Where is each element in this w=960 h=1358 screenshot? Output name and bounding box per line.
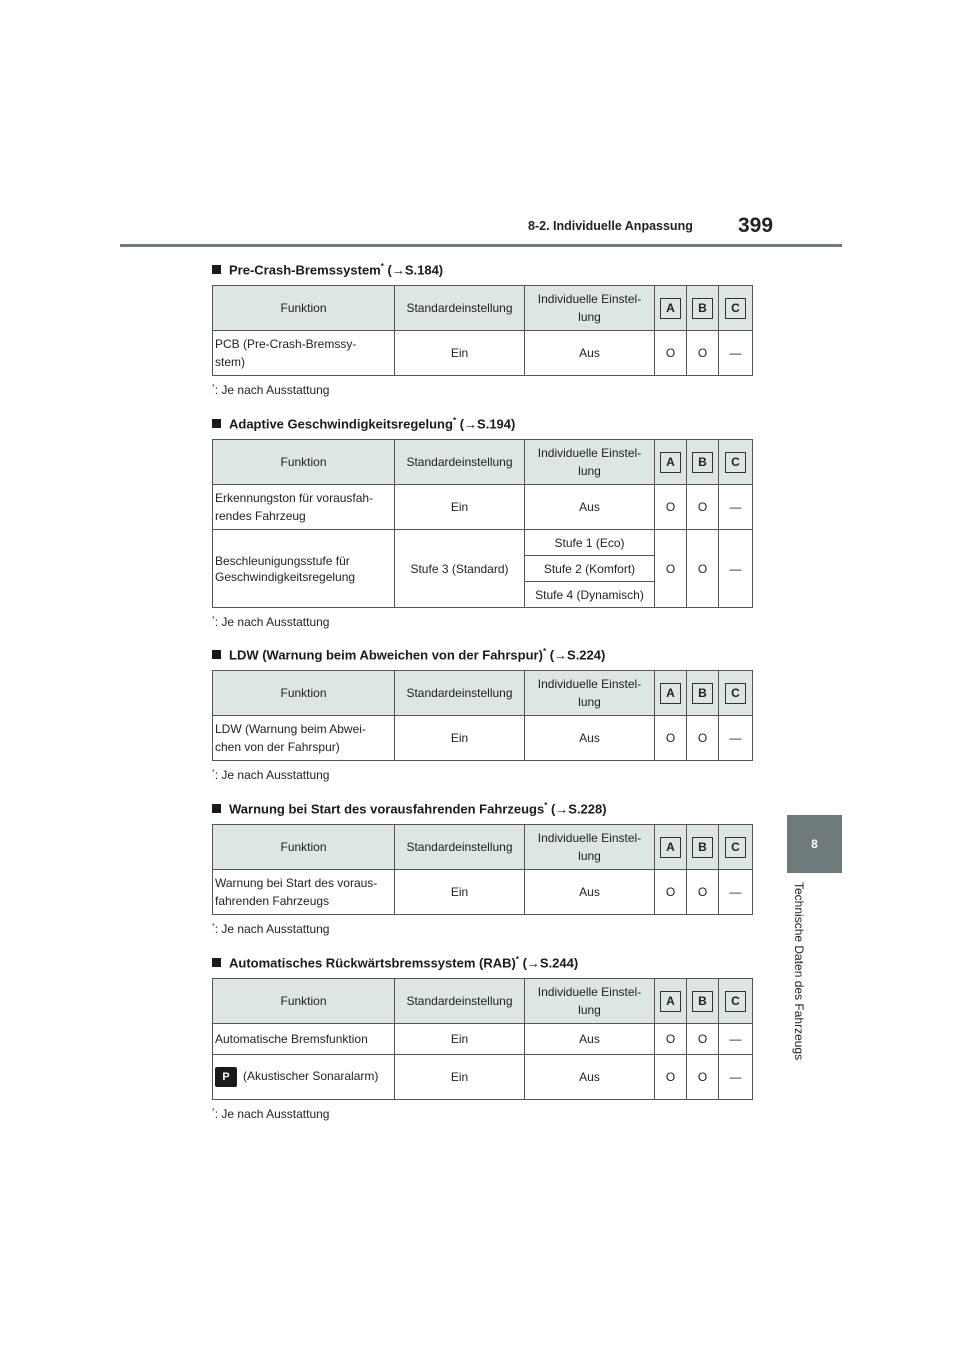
page-reference-link[interactable]: (→S.228) [550,801,607,817]
footnote-marker: * [380,262,384,271]
page-reference-link[interactable]: (→S.194) [459,416,516,432]
header-b [687,671,719,716]
default-cell: Ein [395,485,525,530]
default-cell: Ein [395,331,525,376]
section-title-text: Adaptive Geschwindigkeitsregelung [229,416,453,432]
square-bullet-icon [212,419,221,428]
table-header-row [213,440,753,485]
header-individual [525,440,655,485]
footnote-star: * [212,769,215,776]
header-standard: Standardeinstellung [395,825,525,870]
table-header-row [213,671,753,716]
section-start-warning [212,797,752,938]
mark-c: — [719,870,753,915]
letter-b-icon: B [692,837,713,858]
letter-c-icon: C [725,991,746,1012]
footnote-text: : Je nach Ausstattung [214,615,330,629]
header-a [655,286,687,331]
header-individual [525,979,655,1024]
footnote-marker: * [542,647,547,656]
header-a [655,440,687,485]
footnote-marker: * [452,416,457,425]
letter-a-icon: A [660,837,681,858]
mark-c: — [719,1024,753,1055]
footnote-text: : Je nach Ausstattung [214,1107,330,1121]
settings-table [212,285,753,376]
section-title-text: Pre-Crash-Bremssystem [229,262,381,278]
function-line1: Warnung bei Start des voraus- [215,876,378,890]
footnote-marker: * [515,955,519,964]
footnote [212,615,752,631]
header-c [719,440,753,485]
default-cell: Ein [395,1055,525,1100]
mark-a: O [655,1055,687,1100]
mark-b: O [687,1055,719,1100]
table-header-row [213,825,753,870]
mark-c: — [719,485,753,530]
section-title-text: Warnung bei Start des vorausfahrenden Fahrzeugs [229,801,545,817]
individual-cell: Aus [525,331,655,376]
section-title [212,412,752,430]
square-bullet-icon [212,804,221,813]
letter-c-icon: C [725,298,746,319]
table-row [213,530,753,556]
footnote-star: * [212,384,215,391]
footnote [212,1107,752,1123]
section-adaptive-cruise [212,412,752,631]
header-standard: Standardeinstellung [395,671,525,716]
header-individual [525,671,655,716]
mark-a: O [655,716,687,761]
footnote-star: * [212,923,215,930]
settings-table [212,824,753,915]
default-cell: Stufe 3 (Standard) [395,530,525,608]
square-bullet-icon [212,958,221,967]
footnote-text: : Je nach Ausstattung [214,383,330,397]
header-individual [525,825,655,870]
square-bullet-icon [212,650,221,659]
mark-b: O [687,530,719,608]
page-reference-link[interactable]: (→S.224) [549,647,606,663]
mark-b: O [687,870,719,915]
function-line2: stem) [215,355,245,369]
function-line1: Beschleunigungsstufe für [215,553,350,568]
mark-b: O [687,716,719,761]
page-reference-link[interactable]: (→S.184) [387,262,444,278]
mark-c: — [719,530,753,608]
function-cell: Automatische Bremsfunktion [213,1024,395,1055]
header-a [655,979,687,1024]
header-individual-line2: lung [578,849,601,863]
individual-cell: Aus [525,716,655,761]
section-title [212,797,752,815]
section-title [212,258,752,276]
mark-a: O [655,1024,687,1055]
function-cell [213,485,395,530]
function-line2: fahrenden Fahrzeugs [215,894,330,908]
table-row [213,1055,753,1100]
chapter-label: Technische Daten des Fahrzeugs [792,882,806,1061]
header-rule [120,244,842,247]
header-individual-line2: lung [578,1003,601,1017]
function-text: (Akustischer Sonaralarm) [243,1069,379,1084]
square-bullet-icon [212,265,221,274]
function-cell [213,716,395,761]
header-a [655,825,687,870]
header-standard: Standardeinstellung [395,440,525,485]
page-reference-link[interactable]: (→S.244) [522,955,579,971]
mark-c: — [719,1055,753,1100]
default-cell: Ein [395,870,525,915]
settings-table [212,670,753,761]
table-header-row [213,979,753,1024]
header-c [719,286,753,331]
running-header: 8-2. Individuelle Anpassung [528,219,693,233]
letter-c-icon: C [725,452,746,473]
page-number: 399 [738,214,774,237]
settings-table [212,978,753,1100]
header-individual-line1: Individuelle Einstel- [537,677,642,691]
individual-option: Stufe 1 (Eco) [525,530,655,556]
header-funktion: Funktion [213,286,395,331]
individual-cell: Aus [525,870,655,915]
footnote [212,922,752,938]
header-funktion: Funktion [213,825,395,870]
function-cell [213,1055,395,1100]
header-funktion: Funktion [213,440,395,485]
chapter-tab[interactable] [787,815,842,873]
letter-a-icon: A [660,991,681,1012]
table-row [213,1024,753,1055]
header-individual-line1: Individuelle Einstel- [537,831,642,845]
footnote-text: : Je nach Ausstattung [214,922,330,936]
mark-a: O [655,331,687,376]
header-funktion: Funktion [213,979,395,1024]
header-funktion: Funktion [213,671,395,716]
header-standard: Standardeinstellung [395,286,525,331]
letter-b-icon: B [692,683,713,704]
section-rab [212,951,752,1123]
header-c [719,825,753,870]
header-individual-line1: Individuelle Einstel- [537,446,642,460]
section-pre-crash [212,258,752,399]
header-individual-line1: Individuelle Einstel- [537,292,642,306]
mark-a: O [655,485,687,530]
header-b [687,286,719,331]
letter-a-icon: A [660,452,681,473]
header-standard: Standardeinstellung [395,979,525,1024]
table-row [213,485,753,530]
function-line1: PCB (Pre-Crash-Bremssy- [215,337,357,351]
table-header-row [213,286,753,331]
letter-b-icon: B [692,452,713,473]
table-row [213,716,753,761]
mark-c: — [719,716,753,761]
mark-c: — [719,331,753,376]
letter-b-icon: B [692,991,713,1012]
individual-cell: Aus [525,485,655,530]
parking-sonar-icon: P [215,1067,237,1087]
footnote [212,768,752,784]
function-line1: Erkennungston für vorausfah- [215,491,374,505]
settings-table [212,439,753,608]
function-line2: rendes Fahrzeug [215,509,306,523]
table-row [213,331,753,376]
letter-c-icon: C [725,683,746,704]
section-title-text: Automatisches Rückwärtsbremssystem (RAB) [229,955,516,971]
chapter-number: 8 [811,837,818,851]
header-individual-line2: lung [578,310,601,324]
mark-a: O [655,870,687,915]
table-row [213,870,753,915]
function-line1: LDW (Warnung beim Abwei- [215,722,366,736]
section-title [212,643,752,661]
section-ldw [212,643,752,784]
function-cell [213,530,395,608]
section-title-text: LDW (Warnung beim Abweichen von der Fahrspur) [229,647,543,663]
header-individual-line2: lung [578,464,601,478]
individual-option: Stufe 4 (Dynamisch) [525,582,655,608]
header-individual-line1: Individuelle Einstel- [537,985,642,999]
section-title [212,951,752,969]
letter-b-icon: B [692,298,713,319]
header-a [655,671,687,716]
function-line2: chen von der Fahrspur) [215,740,340,754]
mark-a: O [655,530,687,608]
mark-b: O [687,1024,719,1055]
individual-cell: Aus [525,1055,655,1100]
footnote [212,383,752,399]
individual-option: Stufe 2 (Komfort) [525,556,655,582]
individual-cell: Aus [525,1024,655,1055]
header-b [687,825,719,870]
header-individual-line2: lung [578,695,601,709]
letter-a-icon: A [660,298,681,319]
footnote-star: * [212,1108,215,1115]
header-c [719,979,753,1024]
letter-a-icon: A [660,683,681,704]
function-cell [213,331,395,376]
default-cell: Ein [395,716,525,761]
function-line2: Geschwindigkeitsregelung [215,569,356,584]
header-b [687,979,719,1024]
function-cell [213,870,395,915]
footnote-text: : Je nach Ausstattung [214,768,330,782]
footnote-marker: * [544,801,548,810]
mark-b: O [687,331,719,376]
default-cell: Ein [395,1024,525,1055]
footnote-star: * [212,616,215,623]
header-c [719,671,753,716]
letter-c-icon: C [725,837,746,858]
header-individual [525,286,655,331]
mark-b: O [687,485,719,530]
header-b [687,440,719,485]
